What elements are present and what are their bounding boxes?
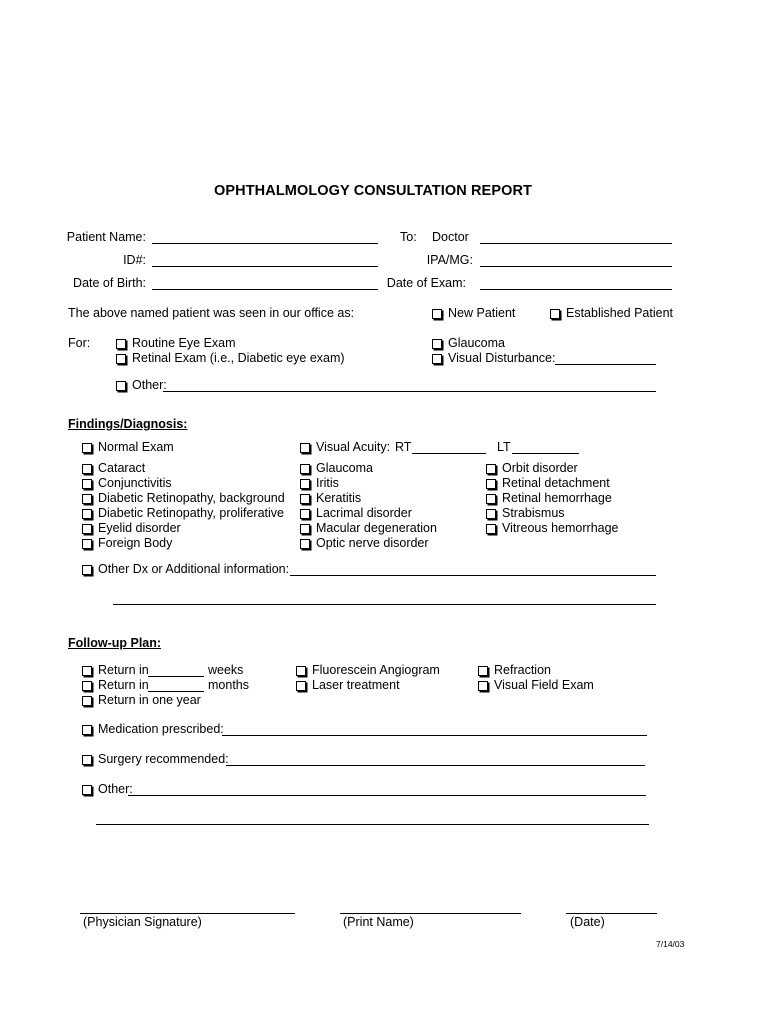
checkbox-icon [82,666,92,676]
finding-label: Keratitis [316,491,362,505]
checkbox-icon [82,681,92,691]
retinal-exam-checkbox[interactable] [116,351,345,366]
visual-acuity-checkbox[interactable] [300,440,390,455]
finding-checkbox[interactable] [300,461,373,476]
checkbox-icon [486,479,496,489]
followup-other-field[interactable] [128,795,646,796]
established-patient-checkbox[interactable] [550,306,673,321]
finding-label: Vitreous hemorrhage [502,521,619,535]
date-of-exam-label: Date of Exam: [386,276,466,290]
new-patient-label: New Patient [448,306,516,320]
checkbox-icon [82,524,92,534]
finding-checkbox[interactable] [300,476,339,491]
checkbox-icon [82,565,92,575]
checkbox-icon [300,464,310,474]
refraction-checkbox[interactable] [478,663,551,678]
finding-label: Diabetic Retinopathy, proliferative [98,506,284,520]
return-in-label: Return in [98,663,149,677]
physician-signature-field[interactable] [80,913,295,914]
ipa-field[interactable] [480,266,672,267]
finding-checkbox[interactable] [486,521,619,536]
finding-label: Lacrimal disorder [316,506,412,520]
checkbox-icon [300,539,310,549]
return-one-year-label: Return in one year [98,693,201,707]
id-label: ID#: [123,253,146,267]
checkbox-icon [82,494,92,504]
checkbox-icon [116,339,126,349]
medication-checkbox[interactable] [82,722,224,737]
finding-checkbox[interactable] [486,461,578,476]
checkbox-icon [296,666,306,676]
finding-label: Glaucoma [316,461,373,475]
visual-acuity-label: Visual Acuity: [316,440,391,454]
finding-label: Diabetic Retinopathy, background [98,491,285,505]
page-title: OPHTHALMOLOGY CONSULTATION REPORT [214,183,532,199]
followup-other-label: Other: [98,782,133,796]
rt-field[interactable] [412,453,486,454]
routine-eye-exam-checkbox[interactable] [116,336,236,351]
for-label: For: [68,336,91,350]
checkbox-icon [82,785,92,795]
checkbox-icon [486,524,496,534]
checkbox-icon [82,464,92,474]
refraction-label: Refraction [494,663,551,677]
checkbox-icon [550,309,560,319]
id-field[interactable] [152,266,378,267]
finding-label: Eyelid disorder [98,521,181,535]
return-in-label: Return in [98,678,149,692]
retinal-exam-label: Retinal Exam (i.e., Diabetic eye exam) [132,351,345,365]
finding-checkbox[interactable] [82,491,285,506]
findings-header: Findings/Diagnosis: [68,417,188,431]
finding-checkbox[interactable] [82,521,181,536]
finding-label: Retinal detachment [502,476,610,490]
for-glaucoma-checkbox[interactable] [432,336,505,351]
patient-name-field[interactable] [152,243,378,244]
lt-field[interactable] [512,453,579,454]
finding-label: Macular degeneration [316,521,437,535]
return-weeks-checkbox[interactable] [82,663,149,678]
for-other-checkbox[interactable] [116,378,167,393]
finding-label: Retinal hemorrhage [502,491,612,505]
new-patient-checkbox[interactable] [432,306,515,321]
patient-name-label: Patient Name: [66,230,146,244]
checkbox-icon [300,443,310,453]
checkbox-icon [478,681,488,691]
to-label: To: [400,230,417,244]
checkbox-icon [116,381,126,391]
surgery-label: Surgery recommended: [98,752,229,766]
finding-checkbox[interactable] [82,536,172,551]
medication-field[interactable] [222,735,647,736]
finding-label: Optic nerve disorder [316,536,429,550]
checkbox-icon [432,339,442,349]
for-glaucoma-label: Glaucoma [448,336,505,350]
checkbox-icon [82,479,92,489]
checkbox-icon [82,725,92,735]
checkbox-icon [300,494,310,504]
laser-label: Laser treatment [312,678,400,692]
checkbox-icon [82,539,92,549]
followup-other-field-2[interactable] [96,824,649,825]
finding-checkbox[interactable] [486,506,565,521]
return-months-checkbox[interactable] [82,678,149,693]
fluorescein-checkbox[interactable] [296,663,440,678]
visual-field-checkbox[interactable] [478,678,594,693]
normal-exam-label: Normal Exam [98,440,174,454]
for-other-field[interactable] [163,391,656,392]
normal-exam-checkbox[interactable] [82,440,174,455]
checkbox-icon [486,494,496,504]
visual-disturbance-field[interactable] [555,364,656,365]
months-label: months [208,678,249,692]
finding-label: Strabismus [502,506,565,520]
finding-checkbox[interactable] [486,491,612,506]
finding-label: Foreign Body [98,536,173,550]
checkbox-icon [300,524,310,534]
finding-label: Orbit disorder [502,461,578,475]
date-label: (Date) [570,915,605,929]
other-dx-label: Other Dx or Additional information: [98,562,290,576]
checkbox-icon [296,681,306,691]
checkbox-icon [82,755,92,765]
checkbox-icon [300,509,310,519]
dob-label: Date of Birth: [73,276,146,290]
checkbox-icon [432,354,442,364]
physician-signature-label: (Physician Signature) [83,915,202,929]
dob-field[interactable] [152,289,378,290]
finding-checkbox[interactable] [300,521,437,536]
other-dx-field-2[interactable] [113,604,656,605]
finding-checkbox[interactable] [82,506,284,521]
surgery-field[interactable] [226,765,645,766]
established-patient-label: Established Patient [566,306,674,320]
laser-checkbox[interactable] [296,678,400,693]
followup-header: Follow-up Plan: [68,636,162,650]
visual-disturbance-label: Visual Disturbance: [448,351,556,365]
checkbox-icon [432,309,442,319]
surgery-checkbox[interactable] [82,752,229,767]
other-dx-field[interactable] [290,575,656,576]
finding-checkbox[interactable] [486,476,610,491]
checkbox-icon [478,666,488,676]
checkbox-icon [82,443,92,453]
return-months-field[interactable] [148,691,204,692]
followup-other-checkbox[interactable] [82,782,133,797]
return-weeks-field[interactable] [148,676,204,677]
date-field[interactable] [566,913,657,914]
checkbox-icon [300,479,310,489]
fluorescein-label: Fluorescein Angiogram [312,663,440,677]
ipa-label: IPA/MG: [426,253,473,267]
doctor-field[interactable] [480,243,672,244]
weeks-label: weeks [208,663,244,677]
finding-checkbox[interactable] [300,506,412,521]
checkbox-icon [82,509,92,519]
for-other-label: Other: [132,378,167,392]
print-name-label: (Print Name) [343,915,414,929]
routine-eye-exam-label: Routine Eye Exam [132,336,236,350]
checkbox-icon [486,509,496,519]
visual-field-label: Visual Field Exam [494,678,594,692]
date-of-exam-field[interactable] [480,289,672,290]
other-dx-checkbox[interactable] [82,562,289,577]
print-name-field[interactable] [340,913,521,914]
checkbox-icon [486,464,496,474]
medication-label: Medication prescribed: [98,722,224,736]
checkbox-icon [116,354,126,364]
finding-checkbox[interactable] [82,461,145,476]
checkbox-icon [82,696,92,706]
finding-checkbox[interactable] [300,536,429,551]
rt-label: RT [395,440,412,454]
seen-as-text: The above named patient was seen in our office as: [68,306,355,320]
finding-label: Iritis [316,476,339,490]
visual-disturbance-checkbox[interactable] [432,351,555,366]
lt-label: LT [497,440,511,454]
finding-label: Cataract [98,461,146,475]
finding-label: Conjunctivitis [98,476,172,490]
finding-checkbox[interactable] [300,491,361,506]
finding-checkbox[interactable] [82,476,172,491]
return-one-year-checkbox[interactable] [82,693,201,708]
doctor-label: Doctor [432,230,469,244]
form-revision-date: 7/14/03 [656,939,685,949]
